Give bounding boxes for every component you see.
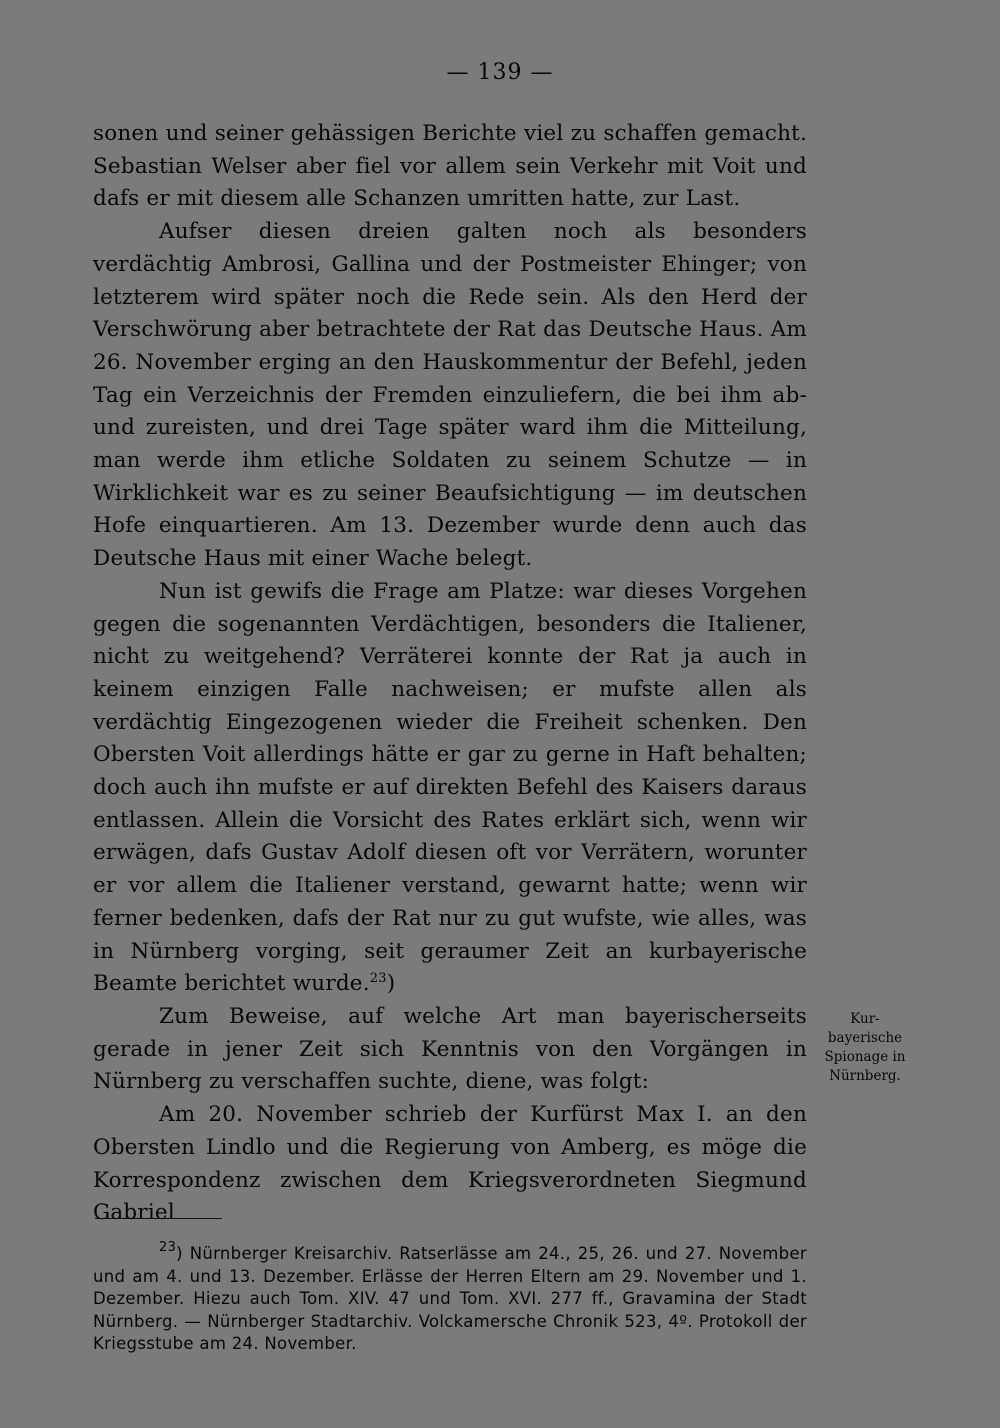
footnote-text: Nürnberger Kreisarchiv. Ratserlässe am 24., 25, 26. und 27. November und am 4. und 13. Dezember. Erlässe der Herren Eltern am 29. November und 1. Dezember. Hiezu auch Tom. XIV. 47 und Tom. XVI. 277 ff., Gravamina der Stadt Nürnberg. — Nürnberger Stadtarchiv. Volckamersche Chronik 523, 4º. Protokoll der Kriegsstube am 24. November. [93, 1244, 807, 1353]
footnote-marker: 23 [159, 1240, 177, 1255]
footnote-divider [95, 1218, 222, 1219]
paragraph-3 [93, 576, 807, 1001]
paragraph-4: Zum Beweise, auf welche Art man bayerischerseits gerade in jener Zeit sich Kenntnis von den Vorgängen in Nürnberg zu verschaffen suchte, diene, was folgt: [93, 1003, 807, 1095]
footnote-reference-paren: ) [386, 971, 396, 997]
paragraph-5: Am 20. November schrieb der Kurfürst Max I. an den Obersten Lindlo und die Regierung von Amberg, es möge die Korrespondenz zwischen dem Kriegsverordneten Siegmund Gabriel [93, 1102, 807, 1226]
paragraph-1: sonen und seiner gehässigen Berichte viel zu schaffen gemacht. Sebastian Welser aber fiel vor allem sein Verkehr mit Voit und dafs er mit diesem alle Schanzen umritten hatte, zur Last. [93, 121, 807, 212]
footnote [93, 1240, 807, 1356]
paragraph-3-text: Nun ist gewifs die Frage am Platze: war dieses Vorgehen gegen die sogenannten Verdächtigen, besonders die Italiener, nicht zu weitgehend? Verräterei konnte der Rat ja auch in keinem einzigen Falle nachweisen; er mufste allen als verdächtig Eingezogenen wieder die Freiheit schenken. Den Obersten Voit allerdings hätte er gar zu gerne in Haft behalten; doch auch ihn mufste er auf direkten Befehl des Kaisers daraus entlassen. Allein die Vorsicht des Rates erklärt sich, wenn wir erwägen, dafs Gustav Adolf diesen oft vor Verrätern, worunter er vor allem die Italiener verstand, gewarnt hatte; wenn wir ferner bedenken, dafs der Rat nur zu gut wufste, wie alles, was in Nürnberg vorging, seit geraumer Zeit an kurbayerische Beamte berichtet wurde. [93, 578, 807, 997]
main-text [93, 118, 807, 1230]
footnote-marker-paren: ) [176, 1244, 183, 1263]
footnote-reference[interactable]: 23 [369, 971, 387, 987]
margin-note: Kur-bayerische Spionage in Nürnberg. [824, 1011, 906, 1084]
paragraph-2: Aufser diesen dreien galten noch als besonders verdächtig Ambrosi, Gallina und der Postmeister Ehinger; von letzterem wird später noch die Rede sein. Als den Herd der Verschwörung aber betrachtete der Rat das Deutsche Haus. Am 26. November erging an den Hauskommentur der Befehl, jeden Tag ein Verzeichnis der Fremden einzuliefern, die bei ihm ab- und zureisten, und drei Tage später ward ihm die Mitteilung, man werde ihm etliche Soldaten zu seinem Schutze — in Wirklichkeit war es zu seiner Beaufsichtigung — im deutschen Hofe einquartieren. Am 13. Dezember wurde denn auch das Deutsche Haus mit einer Wache belegt. [93, 219, 807, 572]
page-number: — 139 — [446, 60, 554, 85]
